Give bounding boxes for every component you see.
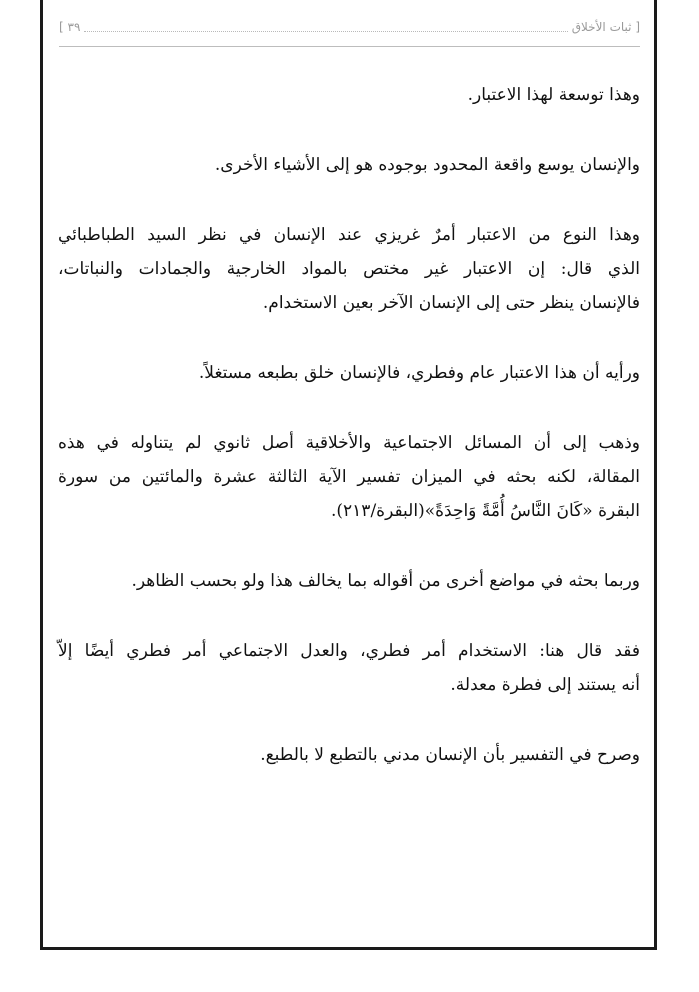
text-line: وهذا النوع من الاعتبار أمرٌ غريزي عند الإنسان في نظر السيد الطباطبائي [58, 225, 640, 245]
paragraph-5 [58, 426, 640, 528]
header-dot-leader [84, 20, 567, 32]
page-number: ٣٩ ] [59, 20, 81, 34]
text-line: وذهب إلى أن المسائل الاجتماعية والأخلاقية أصل ثانوي لم يتناوله في هذه [58, 433, 640, 453]
text-line: فقد قال هنا: الاستخدام أمر فطري، والعدل الاجتماعي أمر فطري أيضًا إلاّ [58, 641, 640, 661]
text-line: وصرح في التفسير بأن الإنسان مدني بالتطبع لا بالطبع. [260, 745, 640, 765]
text-line: البقرة «كَانَ النَّاسُ أُمَّةً وَاحِدَةً»(البقرة/٢١٣). [330, 501, 640, 521]
paragraph-2 [58, 148, 640, 182]
text-line: ورأيه أن هذا الاعتبار عام وفطري، فالإنسان خلق بطبعه مستغلاً. [198, 363, 640, 383]
running-header [59, 20, 640, 47]
paragraph-1 [58, 78, 640, 112]
text-line: وربما بحثه في مواضع أخرى من أقواله بما يخالف هذا ولو بحسب الظاهر. [131, 571, 640, 591]
text-line: أنه يستند إلى فطرة معدلة. [450, 675, 640, 695]
text-line: فالإنسان ينظر حتى إلى الإنسان الآخر بعين الاستخدام. [262, 293, 640, 313]
paragraph-8 [58, 738, 640, 772]
text-line: المقالة، لكنه بحثه في الميزان تفسير الآية الثالثة عشرة والمائتين من سورة [58, 467, 640, 487]
paragraph-6 [58, 564, 640, 598]
book-title: [ ثبات الأخلاق [571, 20, 640, 34]
page-body [58, 78, 640, 772]
text-line: وهذا توسعة لهذا الاعتبار. [467, 85, 640, 105]
paragraph-4 [58, 356, 640, 390]
text-line: الذي قال: إن الاعتبار غير مختص بالمواد الخارجية والجمادات والنباتات، [58, 259, 640, 279]
text-line: والإنسان يوسع واقعة المحدود بوجوده هو إلى الأشياء الأخرى. [214, 155, 640, 175]
paragraph-3 [58, 218, 640, 320]
paragraph-7 [58, 634, 640, 702]
